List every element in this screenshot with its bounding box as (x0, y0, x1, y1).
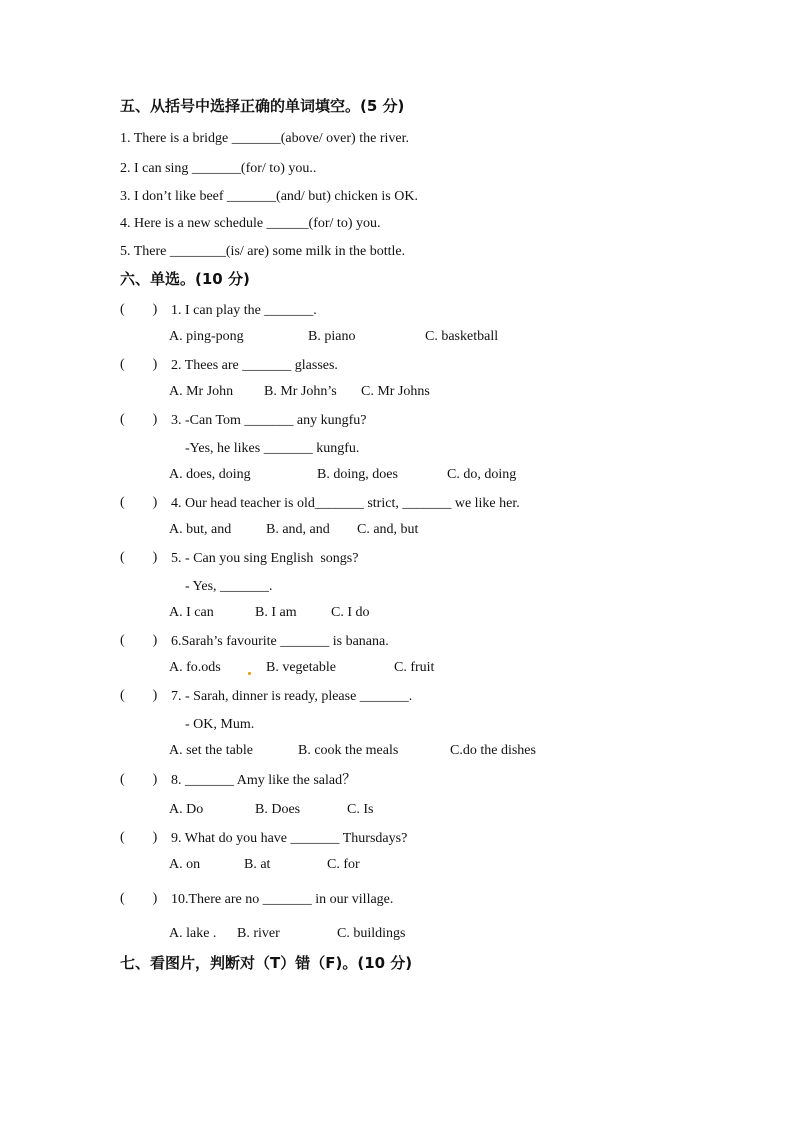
question-5-reply: - Yes, _______. (185, 579, 273, 594)
s5-item-2: 2. I can sing _______(for/ to) you.. (120, 161, 317, 176)
q7-option-c[interactable]: C.do the dishes (450, 743, 536, 758)
q10-option-b[interactable]: B. river (237, 926, 280, 941)
section-5-heading: 五、从括号中选择正确的单词填空。(5 分) (120, 97, 405, 115)
question-5: 5. - Can you sing English songs? (171, 551, 359, 566)
q5-option-c[interactable]: C. I do (331, 605, 370, 620)
stray-mark (248, 672, 251, 675)
q1-option-b[interactable]: B. piano (308, 329, 356, 344)
s5-item-5: 5. There ________(is/ are) some milk in the bottle. (120, 244, 406, 259)
q1-option-c[interactable]: C. basketball (425, 329, 499, 344)
answer-paren-8[interactable]: ( ) (120, 772, 158, 787)
answer-paren-1[interactable]: ( ) (120, 302, 158, 317)
section-6-heading: 六、单选。(10 分) (120, 270, 250, 288)
q2-option-a[interactable]: A. Mr John (169, 384, 234, 399)
q1-option-a[interactable]: A. ping-pong (169, 329, 244, 344)
answer-paren-2[interactable]: ( ) (120, 357, 158, 372)
question-4: 4. Our head teacher is old_______ strict, _______ we like her. (171, 496, 520, 511)
question-8: 8. _______ Amy like the salad？ (171, 773, 357, 788)
answer-paren-7[interactable]: ( ) (120, 688, 158, 703)
question-7-reply: - OK, Mum. (185, 717, 255, 732)
q8-option-a[interactable]: A. Do (169, 802, 204, 817)
q4-option-b[interactable]: B. and, and (266, 522, 330, 537)
q6-option-b[interactable]: B. vegetable (266, 660, 336, 675)
q5-option-a[interactable]: A. I can (169, 605, 214, 620)
question-2: 2. Thees are _______ glasses. (171, 358, 338, 373)
s5-item-4: 4. Here is a new schedule ______(for/ to) you. (120, 216, 381, 231)
q3-option-c[interactable]: C. do, doing (447, 467, 517, 482)
q7-option-a[interactable]: A. set the table (169, 743, 253, 758)
question-1: 1. I can play the _______. (171, 303, 317, 318)
q10-option-a[interactable]: A. lake . (169, 926, 217, 941)
q4-option-c[interactable]: C. and, but (357, 522, 419, 537)
answer-paren-3[interactable]: ( ) (120, 412, 158, 427)
answer-paren-5[interactable]: ( ) (120, 550, 158, 565)
q9-option-b[interactable]: B. at (244, 857, 271, 872)
question-6: 6.Sarah’s favourite _______ is banana. (171, 634, 389, 649)
question-3: 3. -Can Tom _______ any kungfu? (171, 413, 367, 428)
answer-paren-6[interactable]: ( ) (120, 633, 158, 648)
answer-paren-9[interactable]: ( ) (120, 830, 158, 845)
s5-item-1: 1. There is a bridge _______(above/ over) the river. (120, 131, 409, 146)
q3-option-a[interactable]: A. does, doing (169, 467, 251, 482)
q4-option-a[interactable]: A. but, and (169, 522, 232, 537)
question-10: 10.There are no _______ in our village. (171, 892, 394, 907)
s5-item-3: 3. I don’t like beef _______(and/ but) chicken is OK. (120, 189, 418, 204)
q2-option-b[interactable]: B. Mr John’s (264, 384, 337, 399)
q8-option-c[interactable]: C. Is (347, 802, 374, 817)
answer-paren-10[interactable]: ( ) (120, 891, 158, 906)
question-3-reply: -Yes, he likes _______ kungfu. (185, 441, 360, 456)
q6-option-a[interactable]: A. fo.ods (169, 660, 221, 675)
q10-option-c[interactable]: C. buildings (337, 926, 406, 941)
q2-option-c[interactable]: C. Mr Johns (361, 384, 430, 399)
q5-option-b[interactable]: B. I am (255, 605, 297, 620)
question-9: 9. What do you have _______ Thursdays? (171, 831, 408, 846)
answer-paren-4[interactable]: ( ) (120, 495, 158, 510)
question-7: 7. - Sarah, dinner is ready, please _______. (171, 689, 413, 704)
q9-option-a[interactable]: A. on (169, 857, 201, 872)
section-7-heading: 七、看图片，判断对（T）错（F)。(10 分) (120, 954, 413, 972)
q6-option-c[interactable]: C. fruit (394, 660, 435, 675)
q8-option-b[interactable]: B. Does (255, 802, 301, 817)
q3-option-b[interactable]: B. doing, does (317, 467, 398, 482)
q9-option-c[interactable]: C. for (327, 857, 360, 872)
q7-option-b[interactable]: B. cook the meals (298, 743, 399, 758)
